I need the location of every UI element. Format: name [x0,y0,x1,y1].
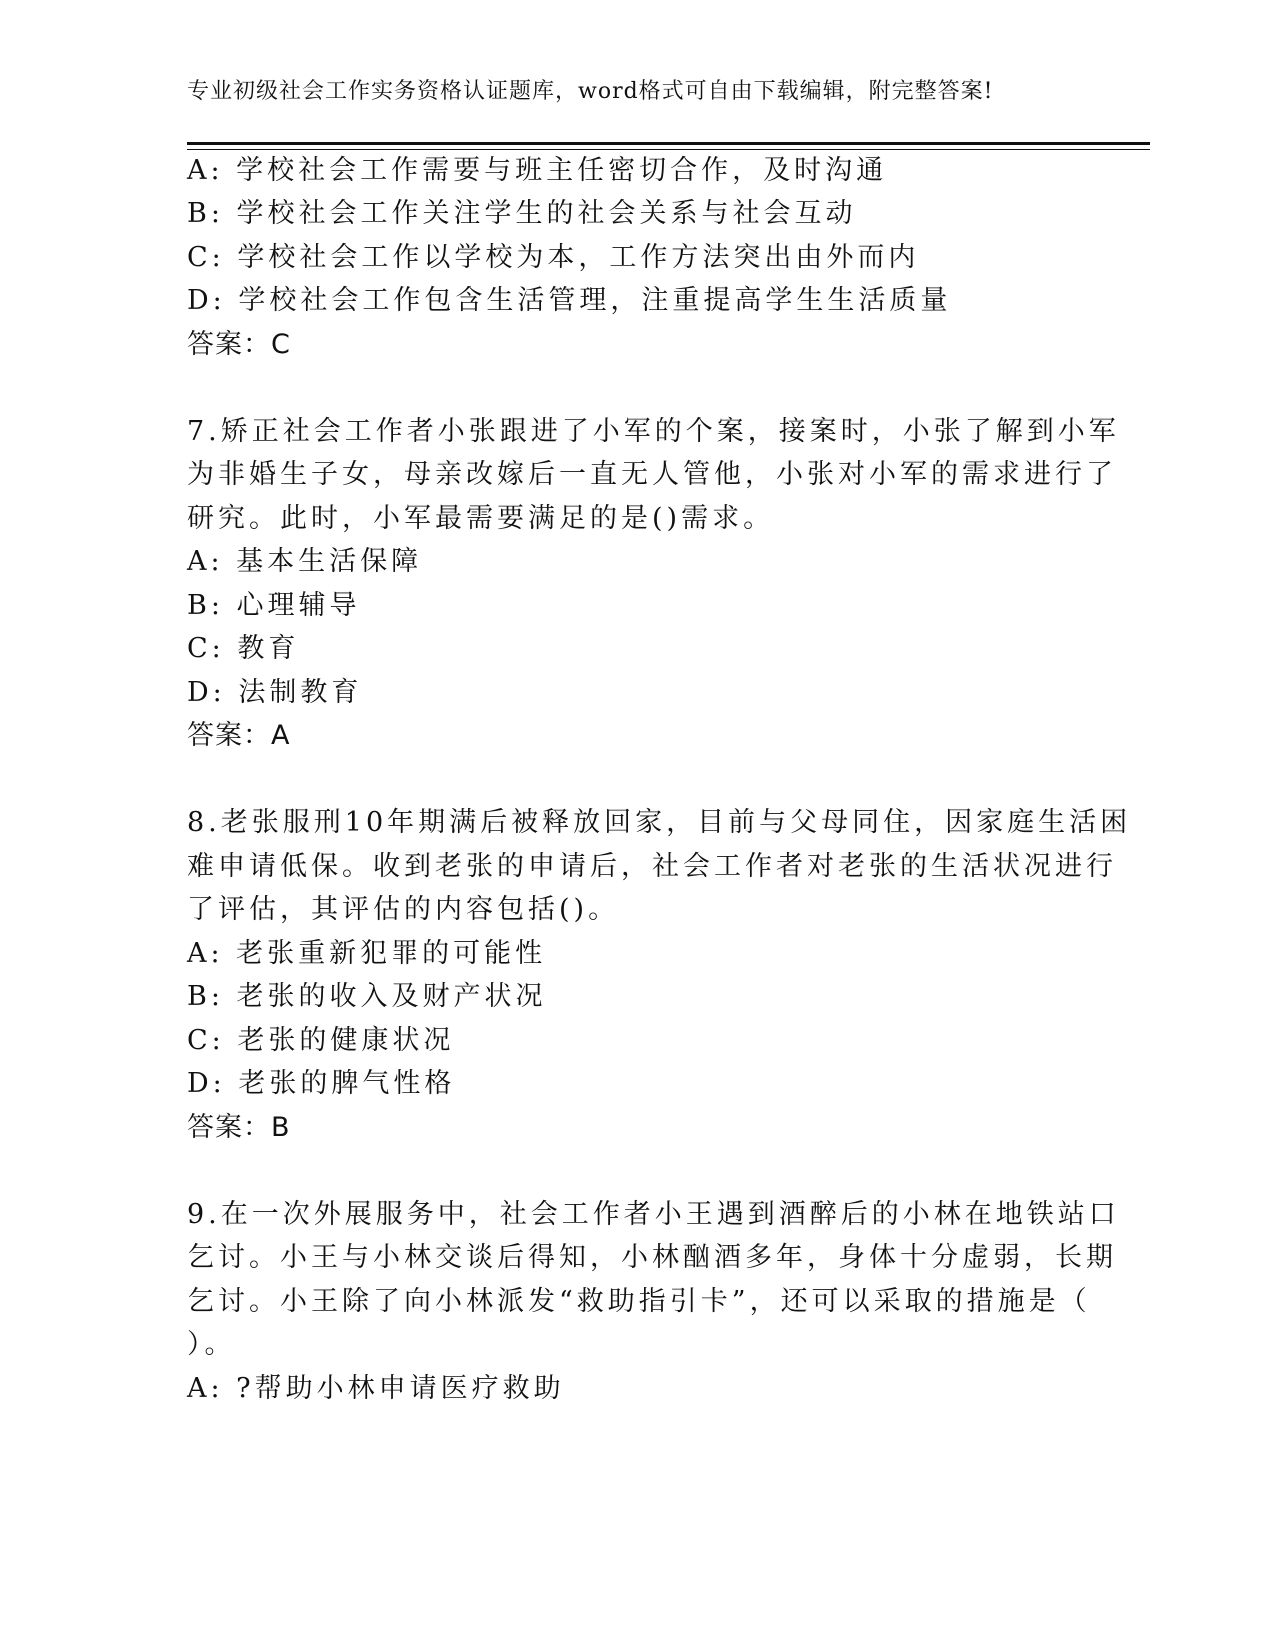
q7-answer: 答案：A [187,720,291,751]
page-header: 专业初级社会工作实务资格认证题库，word格式可自由下载编辑，附完整答案! [187,79,994,104]
q8-stem-line-3: 了评估，其评估的内容包括()。 [187,894,620,925]
q8-answer: 答案：B [187,1112,291,1143]
q6-answer: 答案：C [187,329,291,360]
q7-option-c: C: 教育 [187,633,300,664]
q9-stem-line-4: ）。 [187,1329,236,1360]
q8-option-d: D: 老张的脾气性格 [187,1068,456,1099]
q6-option-d: D: 学校社会工作包含生活管理，注重提高学生生活质量 [187,285,952,316]
q6-option-c: C: 学校社会工作以学校为本，工作方法突出由外而内 [187,242,920,273]
q9-stem-line-2: 乞讨。小王与小林交谈后得知，小林酗酒多年，身体十分虚弱，长期 [187,1242,1117,1273]
q9-stem-line-3: 乞讨。小王除了向小林派发“救助指引卡”，还可以采取的措施是（ [187,1286,1091,1317]
q8-stem-line-2: 难申请低保。收到老张的申请后，社会工作者对老张的生活状况进行 [187,851,1117,882]
q7-stem-line-2: 为非婚生子女，母亲改嫁后一直无人管他，小张对小军的需求进行了 [187,459,1117,490]
q8-option-c: C: 老张的健康状况 [187,1025,455,1056]
q8-option-a: A: 老张重新犯罪的可能性 [187,938,547,969]
q8-stem-line-1: 8.老张服刑10年期满后被释放回家，目前与父母同住，因家庭生活困 [187,807,1132,838]
header-divider-thin [187,149,1150,150]
q7-option-a: A: 基本生活保障 [187,546,423,577]
q7-option-b: B: 心理辅导 [187,590,361,621]
q6-option-b: B: 学校社会工作关注学生的社会关系与社会互动 [187,198,857,229]
q8-option-b: B: 老张的收入及财产状况 [187,981,547,1012]
q6-option-a: A: 学校社会工作需要与班主任密切合作，及时沟通 [187,155,888,186]
q9-stem-line-1: 9.在一次外展服务中，社会工作者小王遇到酒醉后的小林在地铁站口 [187,1199,1120,1230]
q7-stem-line-3: 研究。此时，小军最需要满足的是()需求。 [187,503,775,534]
q7-option-d: D: 法制教育 [187,677,363,708]
header-divider-thick [187,142,1150,145]
q9-option-a: A: ?帮助小林申请医疗救助 [187,1373,565,1404]
q7-stem-line-1: 7.矫正社会工作者小张跟进了小军的个案，接案时，小张了解到小军 [187,416,1120,447]
